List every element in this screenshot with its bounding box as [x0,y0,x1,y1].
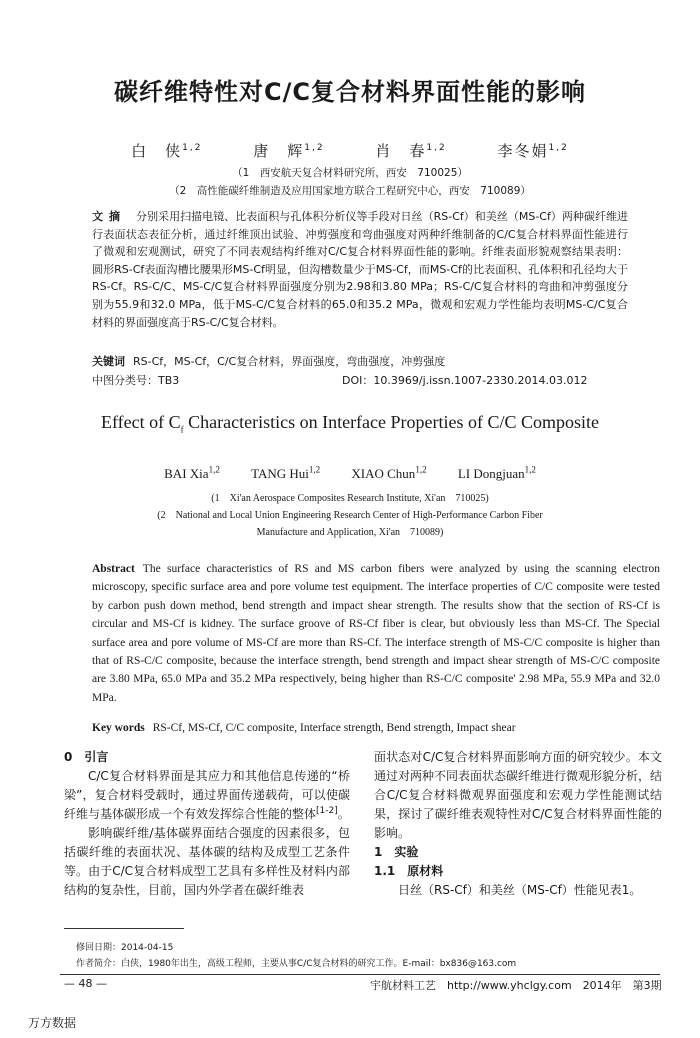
cn-author-1: 白 侠$^{1,2}$ [131,142,203,160]
chinese-keywords [92,353,445,369]
cn-author-4: 李冬娟$^{1,2}$ [497,142,569,160]
cn-affiliation-1: （1 西安航天复合材料研究所，西安 710025） [232,167,468,179]
class-value: TB3 [158,374,180,387]
footnote-author-bio: 作者简介：白侠，1980年出生，高级工程师，主要从事C/C复合材料的研究工作。E-mail：bx836@163.com [76,959,517,969]
en-keywords-text: RS-Cf, MS-Cf, C/C composite, Interface strength, Bend strength, Impact shear [152,722,516,734]
cn-affiliation-2: （2 高性能碳纤维制造及应用国家地方联合工程研究中心，西安 710089） [169,185,531,197]
footer-rule [60,974,660,975]
section-1-1-heading: 1.1 原材料 [374,864,444,878]
english-keywords [92,722,516,734]
english-authors [0,466,700,482]
chinese-title: 碳纤维特性对C/C复合材料界面性能的影响 [114,78,586,106]
cn-keywords-label: 关键词 [92,355,125,368]
cn-author-2: 唐 辉$^{1,2}$ [253,142,325,160]
en-keywords-label: Key words [92,722,145,734]
doi: DOI：10.3969/j.issn.1007-2330.2014.03.012 [342,374,588,387]
en-author-2: TANG Hui$^{1,2}$ [251,464,321,481]
en-abstract-text: The surface characteristics of RS and MS carbon fibers were analyzed by using the scanning electron microscopy, specific surface area and pore volume test equipment. The interface properties of C/C composite were tested by carbon push down method, bend strength and impact shear strength. The results show that the section of RS-Cf is circular and MS-Cf is kidney. The surface groove of RS-Cf fiber is clear, but obviously less than MS-Cf. The Special surface area and pore volume of MS-Cf are more than RS-Cf. The interface strength of MS-C/C composite is higher than that of RS-C/C composite, because the interface strength, bend strength and impact shear strength of MS-C/C composite are 3.80 MPa, 65.0 MPa and 35.2 MPa respectively, being higher than RS-C/C composite' 2.98 MPa, 55.9 MPa and 32.0 MPa. [92,563,660,704]
materials-paragraph: 日丝（RS-Cf）和美丝（MS-Cf）性能见表1。 [398,883,642,897]
en-author-3: XIAO Chun$^{1,2}$ [351,464,427,481]
footnote-divider [64,928,184,929]
english-abstract [92,560,660,707]
en-affiliation-2: (2 National and Local Union Engineering Research Center of High-Performance Carbon Fiber [157,510,543,521]
journal-info: 宇航材料工艺 http://www.yhclgy.com 2014年 第3期 [370,979,662,992]
class-label: 中图分类号： [92,374,158,387]
en-affiliation-2-cont: Manufacture and Application, Xi'an 710089) [256,527,444,538]
en-author-1: BAI Xia$^{1,2}$ [164,464,220,481]
section-1-heading: 1 实验 [374,845,419,859]
en-author-4: LI Dongjuan$^{1,2}$ [457,464,536,481]
chinese-authors [0,140,700,161]
cn-abstract-label: 文摘 [92,210,127,223]
footnote-received-date: 修回日期：2014-04-15 [76,943,174,953]
body-left-column [64,748,350,900]
cn-keywords-text: RS-Cf，MS-Cf，C/C复合材料，界面强度，弯曲强度，冲剪强度 [133,355,446,368]
classification-line [92,372,628,388]
intro-paragraph-2: 影响碳纤维/基体碳界面结合强度的因素很多，包括碳纤维的表面状况、基体碳的结构及成型工艺条件等。由于C/C复合材料成型工艺具有多样性及材料内部结构的复杂性，目前，国内外学者在碳纤维表 [64,826,350,897]
body-right-column [374,748,662,900]
cn-abstract-text: 分别采用扫描电镜、比表面积与孔体积分析仪等手段对日丝（RS-Cf）和美丝（MS-Cf）两种碳纤维进行表面状态表征分析，通过纤维顶出试验、冲剪强度和弯曲强度对两种纤维制备的C/C复合材料界面性能进行了微观和宏观测试，研究了不同表观结构纤维对C/C复合材料界面性能的影响。纤维表面形貌观察结果表明：圆形RS-Cf表面沟槽比腰果形MS-Cf明显，但沟槽数量少于MS-Cf，而MS-Cf的比表面积、孔体积和孔径均大于RS-Cf。RS-C/C、MS-C/C复合材料界面强度分别为2.98和3.80 MPa；RS-C/C复合材料的弯曲和冲剪强度分别为55.9和32.0 MPa，低于MS-C/C复合材料的65.0和35.2 MPa，微观和宏观力学性能均表明MS-C/C复合材料的界面强度高于RS-C/C复合材料。 [92,210,629,329]
intro-paragraph-2-cont: 面状态对C/C复合材料界面影响方面的研究较少。本文通过对两种不同表面状态碳纤维进行微观形貌分析，结合C/C复合材料微观界面强度和宏观力学性能测试结果，探讨了碳纤维表观特性对C/C复合材料界面性能的影响。 [374,750,663,840]
chinese-abstract [92,208,628,331]
intro-paragraph-1: C/C复合材料界面是其应力和其他信息传递的“桥梁”，复合材料受载时，通过界面传递载荷，可以使碳纤维与基体碳形成一个有效发挥综合性能的整体[1-2]。 [64,769,350,821]
citation-1-2: [1-2] [316,806,338,816]
english-title: Effect of $C_f$ Characteristics on Interface Properties of C/C Composite [100,412,600,435]
section-0-heading: 0 引言 [64,750,109,764]
page-number: — 48 — [64,977,107,990]
watermark-text: 万方数据 [28,1016,77,1030]
en-abstract-label: Abstract [92,563,135,575]
cn-author-3: 肖 春$^{1,2}$ [375,142,447,160]
en-affiliation-1: (1 Xi'an Aerospace Composites Research Institute, Xi'an 710025) [211,493,489,504]
